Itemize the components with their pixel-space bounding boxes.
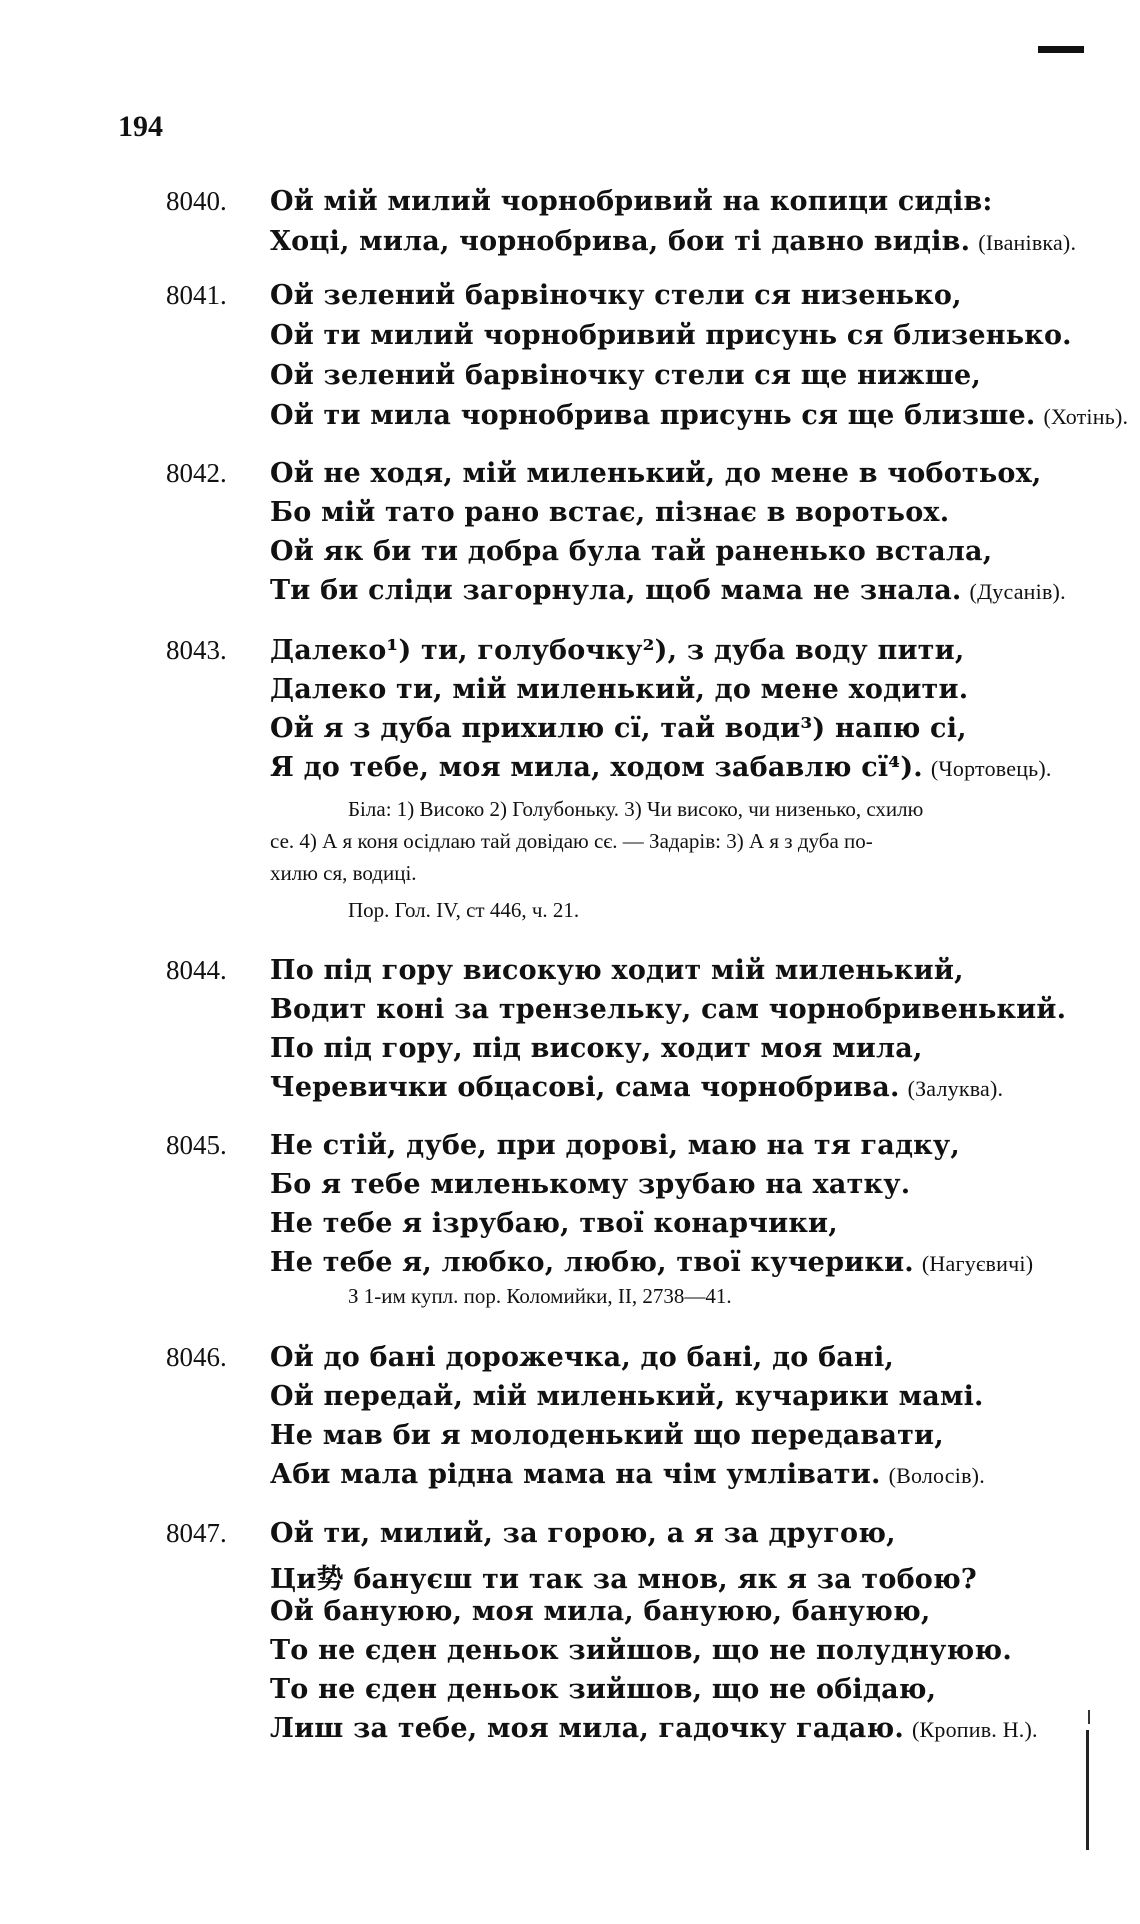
verse-line: Аби мала рідна мама на чім умлівати. (Волосів).	[270, 1459, 985, 1490]
source-label: (Нагуєвичі)	[921, 1251, 1034, 1276]
source-label: (Залуква).	[907, 1076, 1004, 1101]
source-label: (Кропив. Н.).	[911, 1717, 1038, 1742]
song-number: 8042.	[166, 458, 227, 488]
source-label: (Чортовець).	[930, 756, 1052, 781]
verse-line: То не єден деньок зийшов, що не обідаю,	[270, 1674, 937, 1705]
verse-line: Хоці, мила, чорнобрива, бои ті давно видів. (Іванівка).	[270, 226, 1077, 257]
verse-line: Черевички обцасові, сама чорнобрива. (Залуква).	[270, 1072, 1004, 1103]
verse-line: Я до тебе, моя мила, ходом забавлю сї⁴). (Чортовець).	[270, 752, 1052, 783]
song-number: 8040.	[166, 186, 227, 216]
verse-line: Не тебе я, любко, любю, твої кучерики. (Нагуєвичі)	[270, 1247, 1034, 1278]
margin-bar	[1086, 1730, 1089, 1850]
verse-line: Бо я тебе миленькому зрубаю на хатку.	[270, 1169, 911, 1200]
comparison-reference: Пор. Гол. IV, ст 446, ч. 21.	[348, 898, 580, 922]
verse-line: Лиш за тебе, моя мила, гадочку гадаю. (Кропив. Н.).	[270, 1713, 1038, 1744]
source-label: (Волосів).	[888, 1463, 985, 1488]
verse-line: Ци势 бануєш ти так за мнов, як я за тобою?	[270, 1564, 977, 1595]
verse-line: Не стій, дубе, при дорові, маю на тя гадку,	[270, 1130, 960, 1161]
margin-mark	[1088, 1710, 1090, 1724]
verse-line: Ой ти мила чорнобрива присунь ся ще близше. (Хотінь).	[270, 400, 1129, 431]
verse-line: Ой не ходя, мій миленький, до мене в чоботьох,	[270, 458, 1042, 489]
song-number: 8044.	[166, 955, 227, 985]
verse-line: Не тебе я ізрубаю, твої конарчики,	[270, 1208, 838, 1239]
verse-line: По під гору, під високу, ходит моя мила,	[270, 1033, 923, 1064]
song-number: 8043.	[166, 635, 227, 665]
song-number: 8045.	[166, 1130, 227, 1160]
source-label: (Хотінь).	[1043, 404, 1129, 429]
verse-line: По під гору високую ходит мій миленький,	[270, 955, 964, 986]
verse-line: Ой мій милий чорнобривий на копици сидів:	[270, 186, 993, 217]
footnote-line: Біла: 1) Високо 2) Голубоньку. 3) Чи високо, чи низенько, схилю	[348, 797, 924, 821]
song-number: 8047.	[166, 1518, 227, 1548]
page-number: 194	[118, 110, 163, 143]
verse-line: Ой я з дуба прихилю сї, тай води³) напю сі,	[270, 713, 967, 744]
verse-line: Ой зелений барвіночку стели ся ще нижше,	[270, 360, 981, 391]
verse-line: Ой бануюю, моя мила, бануюю, бануюю,	[270, 1596, 931, 1627]
verse-line: Не мав би я молоденький що передавати,	[270, 1420, 944, 1451]
verse-line: Далеко ти, мій миленький, до мене ходити.	[270, 674, 969, 705]
footnote-line: се. 4) А я коня осідлаю тай довідаю сє. — Задарів: 3) А я з дуба по-	[270, 829, 873, 853]
verse-line: Далеко¹) ти, голубочку²), з дуба воду пити,	[270, 635, 965, 666]
verse-line: Ой ти милий чорнобривий присунь ся близенько.	[270, 320, 1072, 351]
verse-line: Ой до бані дорожечка, до бані, до бані,	[270, 1342, 895, 1373]
verse-line: Ой зелений барвіночку стели ся низенько,	[270, 280, 962, 311]
verse-line: Ой як би ти добра була тай раненько встала,	[270, 536, 993, 567]
song-number: 8041.	[166, 280, 227, 310]
verse-line: Водит коні за трензельку, сам чорнобривенький.	[270, 994, 1067, 1025]
top-rule	[1038, 46, 1084, 53]
verse-line: Ти би сліди загорнула, щоб мама не знала. (Дусанів).	[270, 575, 1066, 606]
comparison-reference: З 1-им купл. пор. Коломийки, II, 2738—41.	[348, 1284, 732, 1308]
verse-line: Ой передай, мій миленький, кучарики мамі.	[270, 1381, 984, 1412]
verse-line: Бо мій тато рано встає, пізнає в воротьох.	[270, 497, 950, 528]
source-label: (Дусанів).	[969, 579, 1066, 604]
song-number: 8046.	[166, 1342, 227, 1372]
verse-line: Ой ти, милий, за горою, а я за другою,	[270, 1518, 896, 1549]
source-label: (Іванівка).	[978, 230, 1077, 255]
verse-line: То не єден деньок зийшов, що не полуднуюю.	[270, 1635, 1012, 1666]
footnote-line: хилю ся, водиці.	[270, 861, 417, 885]
